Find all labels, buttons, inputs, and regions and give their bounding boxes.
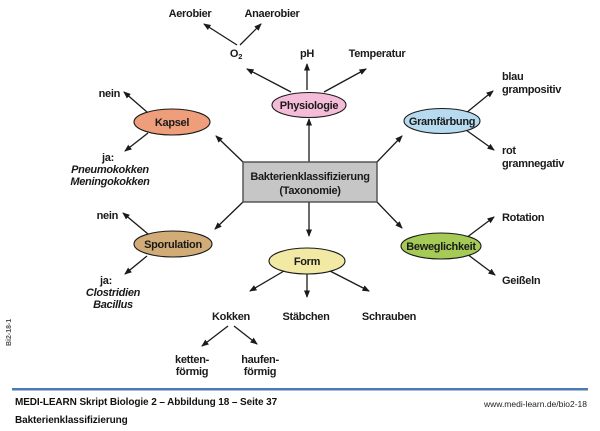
arrow-kapsel-to-nein <box>124 92 147 112</box>
arrow-box-to-gramfaerbung <box>377 136 402 162</box>
arrow-sporulation-to-nein <box>123 213 148 234</box>
arrow-box-to-kapsel <box>216 136 243 162</box>
arrow-physiologie-to-temperatur <box>324 69 366 92</box>
sporulation-nein-label: nein <box>96 210 118 222</box>
arrow-form-to-kokken <box>250 271 284 291</box>
meningokokken-label: Meningokokken <box>70 176 150 188</box>
haufenfoermig-label-line2: förmig <box>243 366 277 378</box>
aerobier-label: Aerobier <box>168 8 212 20</box>
arrow-gram-to-rot <box>466 130 494 150</box>
arrow-form-to-schrauben <box>330 271 369 291</box>
sporulation-ja-label: ja: <box>100 275 112 287</box>
arrow-kokken-to-haufenfoermig <box>234 326 257 344</box>
kokken-label: Kokken <box>212 311 250 323</box>
arrow-beweglichkeit-to-rotation <box>466 217 494 238</box>
pneumokokken-label: Pneumokokken <box>71 164 149 176</box>
gramnegativ-label: gramnegativ <box>502 158 565 170</box>
haufenfoermig-label-line1: haufen- <box>241 354 279 366</box>
footer-rule-bar <box>12 388 588 391</box>
sporulation-label: Sporulation <box>144 239 202 251</box>
o2-label <box>230 48 242 61</box>
kettenfoermig-label-line1: ketten- <box>175 354 209 366</box>
temperatur-label: Temperatur <box>348 48 406 60</box>
footer-rule <box>12 388 588 391</box>
footer-caption: Bakterienklassifizierung <box>15 415 128 426</box>
figure-code: Bi2-18-1 <box>6 318 13 346</box>
arrow-kapsel-to-ja <box>125 133 148 151</box>
form-label: Form <box>293 256 321 268</box>
ph-label: pH <box>299 48 315 60</box>
kapsel-nein-label: nein <box>98 88 120 100</box>
arrow-o2-to-aerobier <box>204 24 237 45</box>
center-box-line1: Bakterienklassifizierung <box>250 171 370 183</box>
arrow-beweglichkeit-to-geisseln <box>467 254 495 275</box>
bacillus-label: Bacillus <box>93 299 133 311</box>
arrow-o2-to-anaerobier <box>240 24 261 45</box>
blau-label: blau <box>502 71 524 83</box>
arrow-box-to-sporulation <box>215 202 243 229</box>
o2-subscript: 2 <box>238 52 243 61</box>
o2-base: O <box>229 48 239 60</box>
arrow-kokken-to-kettenfoermig <box>202 326 228 346</box>
footer-url: www.medi-learn.de/bio2-18 <box>484 399 587 409</box>
arrow-box-to-beweglichkeit <box>377 202 402 228</box>
kapsel-ja-label: ja: <box>102 152 114 164</box>
arrow-physiologie-to-o2 <box>247 69 291 92</box>
kapsel-label: Kapsel <box>154 117 190 129</box>
kettenfoermig-label-line2: förmig <box>175 366 209 378</box>
physiologie-label: Physiologie <box>279 100 339 112</box>
anaerobier-label: Anaerobier <box>244 8 300 20</box>
center-box-line2: (Taxonomie) <box>279 185 341 197</box>
geisseln-label: Geißeln <box>502 275 541 287</box>
gramfaerbung-label: Gramfärbung <box>408 116 476 128</box>
beweglichkeit-label: Beweglichkeit <box>406 241 476 253</box>
footer-source-line: MEDI-LEARN Skript Biologie 2 – Abbildung 18 – Seite 37 <box>15 397 278 408</box>
rotation-label: Rotation <box>502 212 545 224</box>
arrow-sporulation-to-ja <box>125 256 147 274</box>
staebchen-label: Stäbchen <box>282 311 330 323</box>
schrauben-label: Schrauben <box>361 311 417 323</box>
arrow-gram-to-blau <box>466 91 493 113</box>
rot-label: rot <box>502 145 516 157</box>
clostridien-label: Clostridien <box>85 287 141 299</box>
grampositiv-label: grampositiv <box>502 84 562 96</box>
